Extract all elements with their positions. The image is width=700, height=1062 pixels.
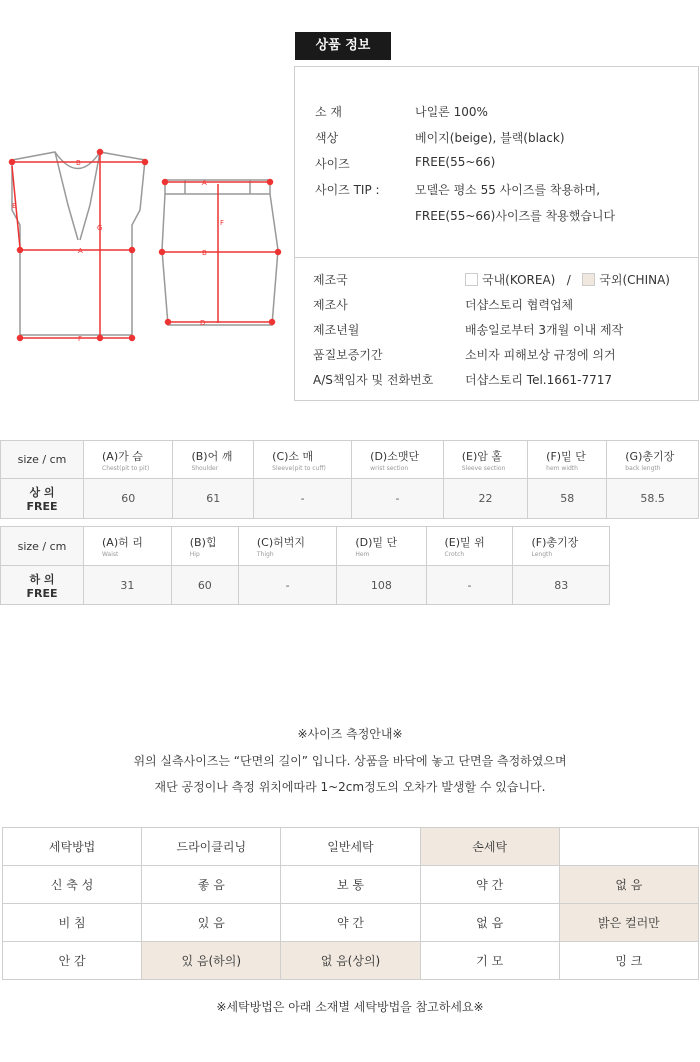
wash-cell: 약 간: [420, 866, 559, 904]
skirt-label-f: F: [220, 219, 225, 227]
column-header: (D)소맷단 wrist section: [352, 441, 444, 479]
column-header: (B)힙 Hip: [171, 527, 238, 566]
row-header: 신 축 성: [3, 866, 142, 904]
column-header: (A)허 리 Waist: [84, 527, 172, 566]
mfg-label-country: 제조국: [313, 273, 348, 287]
column-header: (G)총기장 back length: [607, 441, 699, 479]
mfg-value: 소비자 피해보상 규정에 의거: [465, 348, 616, 362]
country-korea: 국내(KOREA): [482, 273, 556, 287]
row-header: 안 감: [3, 942, 142, 980]
column-header: (E)암 홀 Sleeve section: [443, 441, 527, 479]
size-notice-title: ※사이즈 측정안내※: [297, 727, 403, 741]
wash-cell: 손세탁: [420, 828, 559, 866]
size-header-cell: size / cm: [1, 441, 84, 479]
spec-label: 사이즈: [315, 157, 350, 171]
wash-cell: [559, 828, 698, 866]
checkbox-korea[interactable]: [465, 273, 478, 286]
wash-cell: 좋 음: [142, 866, 281, 904]
country-separator: /: [566, 273, 571, 287]
spec-value: 모델은 평소 55 사이즈를 착용하며,: [415, 183, 601, 197]
skirt-measure-lines: [160, 180, 281, 325]
bottom-size-table: [0, 526, 610, 605]
table-row: [3, 866, 699, 904]
top-garment-outline: [12, 152, 145, 335]
spec-label: 색상: [315, 131, 339, 145]
wash-cell: 밝은 컬러만: [559, 904, 698, 942]
mfg-label: A/S책임자 및 전화번호: [313, 373, 434, 387]
skirt-label-b: B: [202, 249, 207, 257]
spec-label: 소 재: [315, 105, 342, 119]
label-b: B: [76, 159, 81, 167]
size-header-cell: size / cm: [1, 527, 84, 566]
wash-cell: 있 음: [142, 904, 281, 942]
wash-cell: 보 통: [281, 866, 420, 904]
skirt-label-a: A: [202, 179, 207, 187]
product-info-title: 상품 정보: [295, 32, 391, 60]
row-header: 비 침: [3, 904, 142, 942]
country-options: [465, 271, 670, 288]
size-notice-line1: 위의 실측사이즈는 “단면의 길이” 입니다. 상품을 바닥에 놓고 단면을 측정하였으며: [133, 754, 567, 768]
column-header: (E)밑 위 Crotch: [426, 527, 513, 566]
wash-table: [2, 827, 699, 980]
wash-cell: 없 음: [559, 866, 698, 904]
wash-cell: 있 음(하의): [142, 942, 281, 980]
skirt-label-d: D: [200, 319, 206, 327]
value-cell: 58.5: [607, 479, 699, 519]
value-cell: -: [238, 566, 336, 605]
column-header: (B)어 깨 Shoulder: [173, 441, 254, 479]
top-measure-lines: [10, 150, 148, 341]
product-info-box: [294, 66, 699, 401]
wash-cell: 드라이클리닝: [142, 828, 281, 866]
wash-cell: 밍 크: [559, 942, 698, 980]
size-notice-line2: 재단 공정이나 측정 위치에따라 1~2cm정도의 오차가 발생할 수 있습니다.: [154, 780, 546, 794]
wash-cell: 약 간: [281, 904, 420, 942]
mfg-value: 더샵스토리 Tel.1661-7717: [465, 373, 613, 387]
value-cell: 58: [528, 479, 607, 519]
top-size-table: [0, 440, 699, 519]
spec-value: FREE(55~66)사이즈를 착용했습니다: [415, 209, 616, 223]
wash-cell: 없 음: [420, 904, 559, 942]
column-header: (F)총기장 Length: [513, 527, 610, 566]
mfg-label: 제조년월: [313, 323, 360, 337]
label-g: G: [97, 224, 103, 232]
wash-note: ※세탁방법은 아래 소재별 세탁방법을 참고하세요※: [216, 1000, 484, 1014]
spec-value: FREE(55~66): [415, 155, 496, 169]
label-a: A: [78, 247, 83, 255]
value-cell: -: [254, 479, 352, 519]
mfg-value: 배송일로부터 3개월 이내 제작: [465, 323, 624, 337]
wash-cell: 기 모: [420, 942, 559, 980]
table-row: [3, 942, 699, 980]
mfg-label: 품질보증기간: [313, 348, 383, 362]
column-header: (A)가 슴 Chest(pit to pit): [84, 441, 173, 479]
info-divider: [295, 257, 698, 258]
table-row: [3, 828, 699, 866]
label-e: E: [12, 202, 17, 210]
mfg-value: 더샵스토리 협력업체: [465, 298, 574, 312]
column-header: (C)허벅지 Thigh: [238, 527, 336, 566]
label-f: F: [78, 335, 83, 343]
value-cell: -: [352, 479, 444, 519]
row-header: 세탁방법: [3, 828, 142, 866]
value-cell: 60: [171, 566, 238, 605]
row-label: 상 의 FREE: [1, 479, 84, 519]
value-cell: 83: [513, 566, 610, 605]
spec-value: 나일론 100%: [415, 105, 488, 119]
column-header: (F)밑 단 hem width: [528, 441, 607, 479]
value-cell: 60: [84, 479, 173, 519]
wash-cell: 없 음(상의): [281, 942, 420, 980]
value-cell: 31: [84, 566, 172, 605]
value-cell: 108: [337, 566, 426, 605]
wash-cell: 일반세탁: [281, 828, 420, 866]
value-cell: 22: [443, 479, 527, 519]
value-cell: 61: [173, 479, 254, 519]
spec-value: 베이지(beige), 블랙(black): [415, 131, 565, 145]
garment-measurement-diagram: [0, 130, 290, 360]
country-china: 국외(CHINA): [599, 273, 670, 287]
column-header: (D)밑 단 Hem: [337, 527, 426, 566]
checkbox-china[interactable]: [582, 273, 595, 286]
row-label: 하 의 FREE: [1, 566, 84, 605]
spec-label: 사이즈 TIP :: [315, 183, 380, 197]
mfg-label: 제조사: [313, 298, 348, 312]
column-header: (C)소 매 Sleeve(pit to cuff): [254, 441, 352, 479]
value-cell: -: [426, 566, 513, 605]
table-row: [3, 904, 699, 942]
